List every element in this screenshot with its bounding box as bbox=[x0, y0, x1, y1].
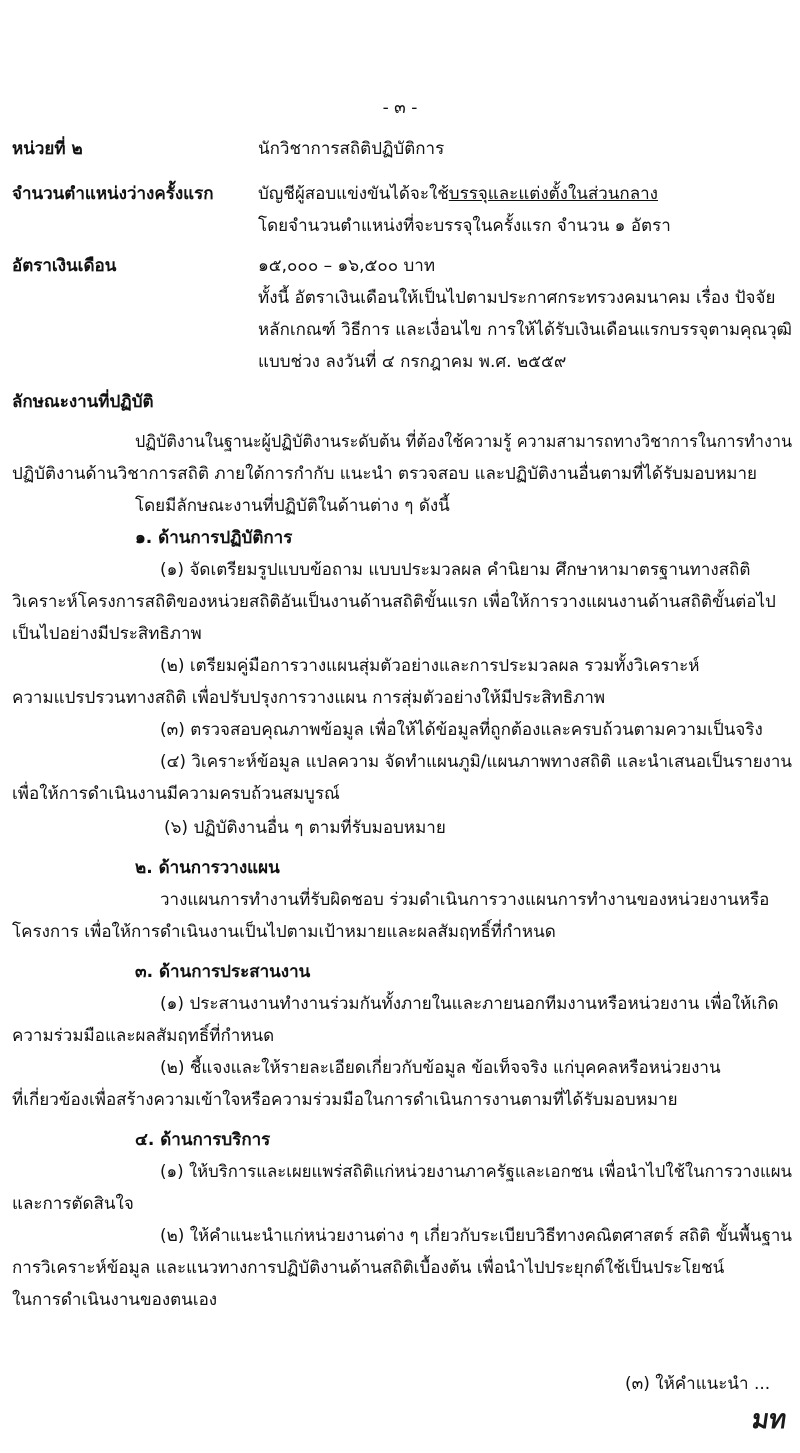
section-1-line: เป็นไปอย่างมีประสิทธิภาพ bbox=[12, 624, 202, 644]
section-1-line: (๑) จัดเตรียมรูปแบบข้อถาม แบบประมวลผล คำนิยาม ศึกษาหามาตรฐานทางสถิติ bbox=[160, 560, 751, 580]
unit-label: หน่วยที่ ๒ bbox=[12, 139, 83, 159]
vacancy-line-2: โดยจำนวนตำแหน่งที่จะบรรจุในครั้งแรก จำนวน ๑ อัตรา bbox=[258, 216, 671, 236]
section-4-line: (๑) ให้บริการและเผยแพร่สถิติแก่หน่วยงานภาครัฐและเอกชน เพื่อนำไปใช้ในการวางแผน bbox=[160, 1162, 792, 1182]
section-4-line: ในการดำเนินงานของตนเอง bbox=[12, 1290, 218, 1310]
section-1-line: (๖) ปฏิบัติงานอื่น ๆ ตามที่รับมอบหมาย bbox=[164, 818, 446, 838]
section-3-line: (๒) ชี้แจงและให้รายละเอียดเกี่ยวกับข้อมูล ข้อเท็จจริง แก่บุคคลหรือหน่วยงาน bbox=[160, 1058, 721, 1078]
vacancy-line-1 bbox=[258, 178, 658, 210]
initials-signature: มท bbox=[749, 1405, 789, 1435]
section-3-line: ที่เกี่ยวข้องเพื่อสร้างความเข้าใจหรือความร่วมมือในการดำเนินการงานตามที่ได้รับมอบหมาย bbox=[12, 1090, 678, 1110]
section-1-line: (๔) วิเคราะห์ข้อมูล แปลความ จัดทำแผนภูมิ/แผนภาพทางสถิติ และนำเสนอเป็นรายงาน bbox=[160, 752, 793, 772]
section-1-line: (๓) ตรวจสอบคุณภาพข้อมูล เพื่อให้ได้ข้อมูลที่ถูกต้องและครบถ้วนตามความเป็นจริง bbox=[160, 720, 763, 740]
vacancy-label: จำนวนตำแหน่งว่างครั้งแรก bbox=[12, 184, 214, 204]
section-4-heading: ๔. ด้านการบริการ bbox=[135, 1130, 271, 1150]
salary-line-3: หลักเกณฑ์ วิธีการ และเงื่อนไข การให้ได้รับเงินเดือนแรกบรรจุตามคุณวุฒิ bbox=[258, 320, 792, 340]
section-4-line: (๒) ให้คำแนะนำแก่หน่วยงานต่าง ๆ เกี่ยวกับระเบียบวิธีทางคณิตศาสตร์ สถิติ ขั้นพื้นฐาน bbox=[160, 1226, 793, 1246]
section-1-line: (๒) เตรียมคู่มือการวางแผนสุ่มตัวอย่างและการประมวลผล รวมทั้งวิเคราะห์ bbox=[160, 656, 700, 676]
section-4-line: และการตัดสินใจ bbox=[12, 1194, 134, 1214]
duties-intro-2: ปฏิบัติงานด้านวิชาการสถิติ ภายใต้การกำกับ แนะนำ ตรวจสอบ และปฏิบัติงานอื่นตามที่ได้รับมอบหมาย bbox=[12, 464, 757, 484]
duties-intro-3: โดยมีลักษณะงานที่ปฏิบัติในด้านต่าง ๆ ดังนี้ bbox=[135, 496, 450, 516]
section-3-line: (๑) ประสานงานทำงานร่วมกันทั้งภายในและภายนอกทีมงานหรือหน่วยงาน เพื่อให้เกิด bbox=[160, 994, 779, 1014]
section-1-heading: ๑. ด้านการปฏิบัติการ bbox=[135, 528, 293, 548]
section-4-line: การวิเคราะห์ข้อมูล และแนวทางการปฏิบัติงานด้านสถิติเบื้องต้น เพื่อนำไปประยุกต์ใช้เป็นประโยชน์ bbox=[12, 1258, 725, 1278]
section-1-line: ความแปรปรวนทางสถิติ เพื่อปรับปรุงการวางแผน การสุ่มตัวอย่างให้มีประสิทธิภาพ bbox=[12, 688, 606, 708]
salary-line-2: ทั้งนี้ อัตราเงินเดือนให้เป็นไปตามประกาศกระทรวงคมนาคม เรื่อง ปัจจัย bbox=[258, 288, 776, 308]
duties-intro-1: ปฏิบัติงานในฐานะผู้ปฏิบัติงานระดับต้น ที่ต้องใช้ความรู้ ความสามารถทางวิชาการในการทำงาน bbox=[135, 432, 792, 452]
page-number: - ๓ - bbox=[382, 98, 418, 118]
duties-heading: ลักษณะงานที่ปฏิบัติ bbox=[12, 392, 154, 412]
section-2-heading: ๒. ด้านการวางแผน bbox=[135, 858, 280, 878]
continuation-text: (๓) ให้คำแนะนำ ... bbox=[625, 1374, 771, 1394]
section-2-line: โครงการ เพื่อให้การดำเนินงานเป็นไปตามเป้าหมายและผลสัมฤทธิ์ที่กำหนด bbox=[12, 922, 556, 942]
vacancy-line-1-text: บัญชีผู้สอบแข่งขันได้จะใช้ bbox=[258, 184, 449, 204]
section-3-line: ความร่วมมือและผลสัมฤทธิ์ที่กำหนด bbox=[12, 1026, 275, 1046]
salary-line-1: ๑๕,๐๐๐ – ๑๖,๕๐๐ บาท bbox=[258, 256, 436, 276]
section-1-line: วิเคราะห์โครงการสถิติของหน่วยสถิติอันเป็นงานด้านสถิติขั้นแรก เพื่อให้การวางแผนงานด้านสถิติขั้นต่อไป bbox=[12, 592, 776, 612]
salary-line-4: แบบช่วง ลงวันที่ ๔ กรกฎาคม พ.ศ. ๒๕๕๙ bbox=[258, 352, 567, 372]
vacancy-line-1-underlined: บรรจุและแต่งตั้งในส่วนกลาง bbox=[448, 184, 658, 204]
section-3-heading: ๓. ด้านการประสานงาน bbox=[135, 962, 311, 982]
salary-label: อัตราเงินเดือน bbox=[12, 256, 117, 276]
unit-value: นักวิชาการสถิติปฏิบัติการ bbox=[258, 139, 445, 159]
section-1-line: เพื่อให้การดำเนินงานมีความครบถ้วนสมบูรณ์ bbox=[12, 784, 340, 804]
section-2-line: วางแผนการทำงานที่รับผิดชอบ ร่วมดำเนินการวางแผนการทำงานของหน่วยงานหรือ bbox=[160, 890, 770, 910]
